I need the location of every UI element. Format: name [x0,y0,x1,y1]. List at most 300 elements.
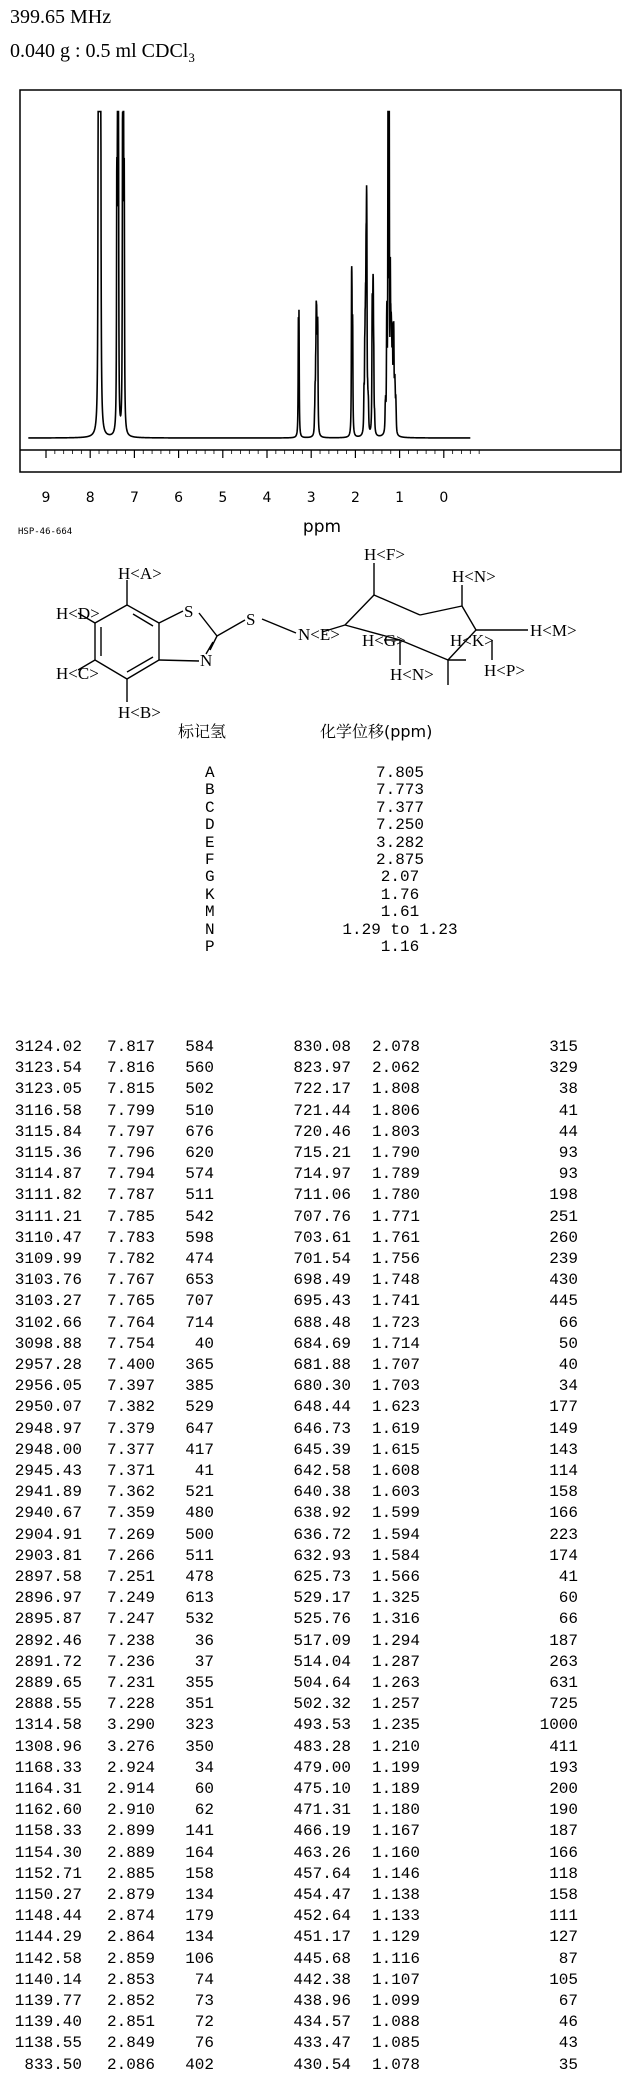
int-2: 445 [549,1292,578,1311]
ppm-1: 2.924 [106,1758,155,1777]
int-1: 73 [194,1992,214,2010]
ppm-1: 7.797 [106,1122,155,1141]
peak-row [0,1144,626,1161]
ppm-1: 2.889 [106,1843,155,1862]
hz-2: 442.38 [293,1970,351,1989]
ppm-1: 7.767 [106,1271,155,1290]
hz-2: 463.26 [293,1843,351,1862]
hz-1: 1139.77 [14,1992,82,2010]
ppm-1: 7.796 [106,1144,155,1162]
hz-1: 1150.27 [14,1886,82,1904]
int-2: 198 [549,1186,578,1205]
int-1: 500 [185,1525,214,1544]
hz-1: 1139.40 [14,2013,82,2032]
int-1: 480 [185,1504,214,1523]
int-2: 50 [558,1334,578,1353]
assignment-label: G [205,868,215,887]
int-2: 193 [549,1758,578,1777]
ppm-2: 1.603 [371,1483,420,1502]
int-1: 653 [185,1271,214,1290]
assignment-shift: 7.377 [375,798,424,817]
peak-row [0,1271,626,1288]
int-1: 355 [185,1674,214,1692]
int-1: 676 [185,1122,214,1141]
int-1: 647 [185,1419,214,1438]
peak-row [0,1102,626,1119]
assignment-label: P [205,938,215,956]
int-2: 66 [558,1610,578,1629]
hz-1: 1162.60 [14,1801,82,1820]
int-1: 37 [194,1652,214,1671]
int-1: 385 [185,1377,214,1396]
ppm-1: 7.247 [106,1610,155,1629]
hz-1: 3115.36 [14,1144,82,1162]
peak-row [0,1971,626,1988]
hz-2: 640.38 [293,1483,351,1502]
hz-2: 688.48 [293,1313,351,1332]
label-HK: H<K> [450,631,494,650]
int-2: 111 [549,1907,578,1926]
peak-row [0,1335,626,1352]
ppm-1: 7.238 [106,1631,155,1650]
int-2: 38 [558,1080,578,1099]
hz-2: 695.43 [293,1292,351,1311]
hz-2: 642.58 [293,1462,351,1480]
peak-row [0,1547,626,1564]
ppm-1: 7.400 [106,1356,155,1374]
hz-2: 502.32 [293,1695,351,1714]
ppm-2: 1.780 [371,1186,420,1205]
int-1: 141 [185,1822,214,1841]
assignment-shift: 7.773 [375,781,424,800]
int-1: 164 [185,1843,214,1862]
hz-2: 703.61 [293,1228,351,1247]
int-2: 114 [549,1462,578,1480]
assignment-shift: 1.16 [380,938,420,956]
ppm-2: 1.167 [371,1822,420,1841]
hz-2: 721.44 [293,1101,351,1120]
int-2: 223 [549,1525,578,1544]
int-1: 76 [194,2034,214,2053]
int-2: 158 [549,1483,578,1502]
ppm-2: 1.129 [371,1928,420,1947]
ppm-2: 1.146 [371,1864,420,1883]
ppm-2: 1.085 [371,2034,420,2053]
hz-2: 722.17 [293,1080,351,1099]
hz-1: 1314.58 [14,1716,82,1735]
peak-row [0,1165,626,1182]
int-2: 166 [549,1504,578,1523]
peak-row [0,1504,626,1521]
int-1: 365 [185,1356,214,1374]
peak-row [0,1483,626,1500]
hz-1: 3098.88 [14,1334,82,1353]
hz-1: 2895.87 [14,1610,82,1629]
label-HF: H<F> [364,545,405,564]
hz-2: 714.97 [293,1165,351,1184]
peak-row [0,1186,626,1203]
label-HG: H<G> [362,631,406,650]
hz-2: 479.00 [293,1758,351,1777]
assignment-shift: 2.875 [375,851,424,869]
ppm-2: 1.566 [371,1568,420,1586]
int-1: 36 [194,1631,214,1650]
hz-2: 715.21 [293,1144,351,1162]
ppm-1: 7.787 [106,1186,155,1205]
hz-1: 3110.47 [14,1228,82,1247]
ppm-1: 7.785 [106,1207,155,1226]
ppm-2: 1.790 [371,1144,420,1162]
ppm-2: 1.316 [371,1610,420,1629]
hz-2: 830.08 [293,1038,351,1056]
x-tick-label: 8 [85,490,95,506]
label-HA: H<A> [118,564,162,583]
ppm-1: 7.765 [106,1292,155,1311]
ppm-1: 2.852 [106,1992,155,2010]
int-2: 34 [558,1377,578,1396]
peak-row [0,2034,626,2051]
label-HN-bottom: H<N> [390,665,434,684]
hz-2: 471.31 [293,1801,351,1820]
peak-row [0,1292,626,1309]
ppm-1: 7.764 [106,1313,155,1332]
hz-1: 2889.65 [14,1674,82,1692]
hz-1: 2950.07 [14,1398,82,1417]
ppm-2: 1.771 [371,1207,420,1226]
peak-row [0,1208,626,1225]
hz-1: 3109.99 [14,1250,82,1268]
ppm-1: 7.799 [106,1101,155,1120]
spectrometer-frequency: 399.65 MHz [10,6,112,28]
ppm-1: 2.885 [106,1864,155,1883]
ppm-1: 7.231 [106,1674,155,1692]
int-1: 60 [194,1780,214,1798]
assignment-shift: 7.805 [375,764,424,782]
int-2: 631 [549,1674,578,1692]
ppm-1: 2.864 [106,1928,155,1947]
int-2: 40 [558,1356,578,1374]
ppm-2: 1.078 [371,2055,420,2074]
peak-row [0,1632,626,1649]
hz-2: 475.10 [293,1780,351,1798]
int-2: 127 [549,1928,578,1947]
ppm-2: 1.789 [371,1165,420,1184]
sample-text: 0.040 g : 0.5 ml CDCl [10,40,189,62]
hz-1: 3102.66 [14,1313,82,1332]
peak-row [0,1059,626,1076]
ppm-1: 2.914 [106,1780,155,1798]
int-1: 417 [185,1440,214,1459]
hz-1: 2957.28 [14,1356,82,1374]
assignment-shift: 1.29 to 1.23 [342,920,458,939]
int-1: 323 [185,1716,214,1735]
int-2: 66 [558,1313,578,1332]
x-tick-label: 5 [218,490,228,506]
assignment-label: M [205,903,215,922]
hz-1: 3111.82 [14,1186,82,1205]
assignment-shift: 3.282 [375,833,424,852]
x-axis-label: ppm [302,517,342,537]
int-1: 714 [185,1313,214,1332]
int-1: 532 [185,1610,214,1629]
peak-row [0,1738,626,1755]
ppm-2: 1.235 [371,1716,420,1735]
ppm-2: 1.133 [371,1907,420,1926]
int-2: 93 [558,1144,578,1162]
hz-2: 451.17 [293,1928,351,1947]
int-1: 134 [185,1928,214,1947]
label-HC: H<C> [56,664,99,683]
spectrum-code: HSP-46-664 [18,527,73,537]
peak-row [0,1038,626,1055]
hz-1: 3124.02 [14,1038,82,1056]
int-2: 35 [558,2055,578,2074]
label-HB: H<B> [118,703,161,722]
peak-row [0,1462,626,1479]
peak-row [0,1822,626,1839]
label-HN-top: H<N> [452,567,496,586]
hz-1: 2956.05 [14,1377,82,1396]
hz-2: 433.47 [293,2034,351,2053]
ppm-1: 2.874 [106,1907,155,1926]
int-1: 350 [185,1737,214,1756]
ppm-1: 7.754 [106,1334,155,1353]
peak-row [0,1610,626,1627]
label-N-ring: N [200,651,213,670]
int-2: 118 [549,1864,578,1883]
hz-1: 3111.21 [14,1207,82,1226]
peak-row [0,1229,626,1246]
hz-1: 1142.58 [14,1949,82,1968]
hz-1: 3115.84 [14,1122,82,1141]
assignment-shift: 1.76 [380,885,420,904]
hz-2: 438.96 [293,1992,351,2010]
label-NE: N<E> [298,625,340,644]
assignment-label: E [205,833,215,852]
int-1: 41 [194,1462,214,1480]
ppm-1: 2.849 [106,2034,155,2053]
ppm-1: 2.851 [106,2013,155,2032]
assignment-label: A [205,764,215,782]
hz-2: 632.93 [293,1546,351,1565]
int-1: 613 [185,1589,214,1608]
ppm-1: 7.251 [106,1568,155,1586]
peak-row [0,1865,626,1882]
hz-1: 1140.14 [14,1970,82,1989]
hz-1: 2904.91 [14,1525,82,1544]
assignment-label: N [205,920,215,939]
hz-1: 3114.87 [14,1165,82,1184]
peak-row [0,1653,626,1670]
int-2: 187 [549,1822,578,1841]
ppm-2: 1.257 [371,1695,420,1714]
int-1: 502 [185,1080,214,1099]
hz-2: 698.49 [293,1271,351,1290]
int-2: 149 [549,1419,578,1438]
ppm-1: 7.382 [106,1398,155,1417]
x-tick-label: 0 [439,490,449,506]
hz-1: 3123.54 [14,1059,82,1078]
int-2: 263 [549,1652,578,1671]
int-1: 478 [185,1568,214,1586]
peak-row [0,1886,626,1903]
int-2: 166 [549,1843,578,1862]
int-2: 46 [558,2013,578,2032]
ppm-1: 7.359 [106,1504,155,1523]
peak-row [0,1420,626,1437]
hz-1: 3116.58 [14,1101,82,1120]
hz-2: 636.72 [293,1525,351,1544]
int-2: 60 [558,1589,578,1608]
hz-2: 457.64 [293,1864,351,1883]
hz-1: 1152.71 [14,1864,82,1883]
ppm-2: 2.078 [371,1038,420,1056]
x-tick-label: 2 [350,490,360,506]
hz-1: 1308.96 [14,1737,82,1756]
hz-2: 711.06 [293,1186,351,1205]
assignment-label: B [205,781,215,800]
int-2: 260 [549,1228,578,1247]
ppm-2: 1.584 [371,1546,420,1565]
peak-row [0,1398,626,1415]
ppm-2: 1.619 [371,1419,420,1438]
ppm-2: 1.707 [371,1356,420,1374]
assignment-shift: 2.07 [380,868,420,887]
ppm-1: 7.782 [106,1250,155,1268]
int-2: 158 [549,1886,578,1904]
int-2: 190 [549,1801,578,1820]
int-2: 200 [549,1780,578,1798]
x-tick-label: 9 [41,490,51,506]
peak-row [0,1907,626,1924]
int-1: 351 [185,1695,214,1714]
peak-row [0,1441,626,1458]
int-2: 725 [549,1695,578,1714]
ppm-2: 1.808 [371,1080,420,1099]
hz-1: 1164.31 [14,1780,82,1798]
peak-row [0,1356,626,1373]
peak-row [0,1314,626,1331]
x-tick-label: 3 [306,490,316,506]
peak-row [0,1526,626,1543]
ppm-1: 2.853 [106,1970,155,1989]
peak-row [0,1928,626,1945]
int-2: 87 [558,1949,578,1968]
int-2: 41 [558,1568,578,1586]
hz-1: 2941.89 [14,1483,82,1502]
hz-1: 2888.55 [14,1695,82,1714]
structure-labels [56,545,577,722]
ppm-2: 1.608 [371,1462,420,1480]
hz-1: 833.50 [24,2055,82,2074]
hz-1: 2896.97 [14,1589,82,1608]
hz-2: 684.69 [293,1334,351,1353]
hz-2: 529.17 [293,1589,351,1608]
int-1: 560 [185,1059,214,1078]
assignment-header-shift: 化学位移(ppm) [320,722,433,741]
assignment-label: D [205,816,215,835]
ppm-2: 1.107 [371,1970,420,1989]
ppm-1: 7.236 [106,1652,155,1671]
int-2: 41 [558,1101,578,1120]
int-1: 510 [185,1101,214,1120]
hz-2: 625.73 [293,1568,351,1586]
peak-row [0,1080,626,1097]
x-tick-label: 7 [129,490,139,506]
ppm-2: 2.062 [371,1059,420,1078]
ppm-2: 1.703 [371,1377,420,1396]
int-1: 179 [185,1907,214,1926]
hz-2: 720.46 [293,1122,351,1141]
hz-2: 434.57 [293,2013,351,2032]
hz-2: 638.92 [293,1504,351,1523]
hz-2: 454.47 [293,1886,351,1904]
int-1: 542 [185,1207,214,1226]
ppm-1: 7.397 [106,1377,155,1396]
x-tick-label: 6 [174,490,184,506]
hz-2: 514.04 [293,1652,351,1671]
label-S-ring: S [184,602,194,621]
int-2: 251 [549,1207,578,1226]
int-2: 329 [549,1059,578,1078]
int-1: 34 [194,1758,214,1777]
int-2: 430 [549,1271,578,1290]
ppm-1: 7.371 [106,1462,155,1480]
hz-1: 1168.33 [14,1758,82,1777]
ppm-1: 7.362 [106,1483,155,1502]
int-2: 315 [549,1038,578,1056]
int-2: 44 [558,1122,578,1141]
peak-row [0,1780,626,1797]
ppm-1: 7.794 [106,1165,155,1184]
int-1: 511 [185,1546,214,1565]
int-1: 529 [185,1398,214,1417]
hz-2: 504.64 [293,1674,351,1692]
ppm-1: 2.879 [106,1886,155,1904]
int-2: 174 [549,1546,578,1565]
hz-2: 681.88 [293,1356,351,1374]
hz-1: 2897.58 [14,1568,82,1586]
ppm-2: 1.325 [371,1589,420,1608]
hz-1: 1154.30 [14,1843,82,1862]
int-1: 74 [194,1970,214,1989]
ppm-1: 2.899 [106,1822,155,1841]
int-1: 72 [194,2013,214,2032]
int-2: 105 [549,1970,578,1989]
peak-row [0,1844,626,1861]
peak-row [0,1589,626,1606]
ppm-2: 1.723 [371,1313,420,1332]
assignment-shift: 7.250 [375,816,424,835]
ppm-1: 3.290 [106,1716,155,1735]
hz-2: 525.76 [293,1610,351,1629]
ppm-2: 1.088 [371,2013,420,2032]
int-2: 1000 [539,1716,578,1735]
ppm-1: 7.816 [106,1059,155,1078]
hz-2: 707.76 [293,1207,351,1226]
int-1: 40 [194,1334,214,1353]
ppm-1: 2.859 [106,1949,155,1968]
ppm-1: 7.269 [106,1525,155,1544]
peak-row [0,1992,626,2009]
ppm-2: 1.803 [371,1122,420,1141]
int-1: 574 [185,1165,214,1184]
hz-2: 493.53 [293,1716,351,1735]
peak-row [0,1377,626,1394]
ppm-2: 1.116 [371,1949,420,1968]
hz-1: 3103.27 [14,1292,82,1311]
hz-2: 430.54 [293,2055,351,2074]
